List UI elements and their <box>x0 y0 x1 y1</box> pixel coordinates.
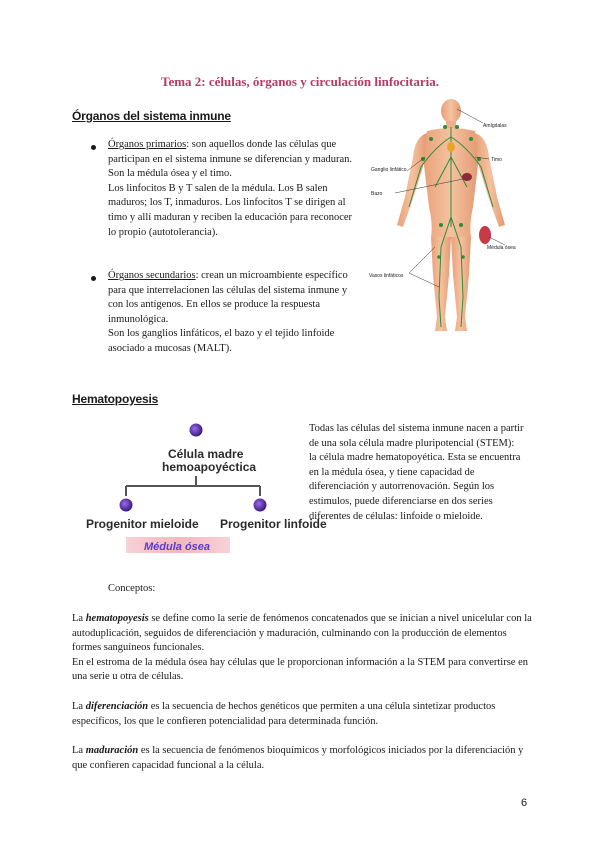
concept-text: se define como la serie de fenómenos concatenados que se inician a nivel unicelular con la autoduplicación, seguidos de diferenciación y maduración, culminando con la producción de elementos formes sanguíneos funcionales. <box>72 613 532 654</box>
concept-text: es la secuencia de hechos genéticos que permiten a una célula sintetizar productos específicos, los que le confieren potencialidad para determinada función. <box>72 701 496 727</box>
concept-lead: La <box>72 701 86 712</box>
secondary-organs-line2: Son los ganglios linfáticos, el bazo y el tejido linfoide asociado a mucosas (MALT). <box>108 328 335 354</box>
concept-text: es la secuencia de fenómenos bioquímicos y morfológicos iniciados por la diferenciación y que confieren capacidad funcional a la célula. <box>72 745 524 771</box>
myeloid-progenitor-icon <box>120 499 133 512</box>
label-bazo: Bazo <box>371 191 383 197</box>
bullet-marker <box>91 145 96 150</box>
stem-label-2: hemoapoyéctica <box>162 460 257 474</box>
term-diferenciacion: diferenciación <box>85 701 149 712</box>
concept-hematopoyesis <box>72 612 532 685</box>
hematopoiesis-diagram <box>80 416 327 556</box>
lymphoid-label: Progenitor linfoide <box>220 517 327 531</box>
secondary-organs-label: Órganos secundarios <box>108 270 196 281</box>
bullet-marker <box>91 276 96 281</box>
stem-cell-icon <box>190 424 203 437</box>
concept-lead: La <box>72 613 86 624</box>
term-maduracion: maduración <box>85 745 139 756</box>
primary-organs-block <box>108 138 356 240</box>
label-vasos: Vasos linfáticos <box>369 273 404 279</box>
term-hematopoyesis: hematopoyesis <box>85 613 149 624</box>
hematopoyesis-heading: Hematopoyesis <box>72 392 159 406</box>
lymphoid-progenitor-icon <box>254 499 267 512</box>
label-medula: Médula ósea <box>487 245 516 251</box>
label-timo: Timo <box>491 157 502 163</box>
stem-label-1: Célula madre <box>168 447 244 461</box>
concepts-heading: Conceptos: <box>108 583 156 594</box>
label-ganglio: Ganglio linfático <box>371 167 407 173</box>
lymphatic-system-figure <box>365 97 515 337</box>
document-title: Tema 2: células, órganos y circulación linfocitaria. <box>160 74 440 89</box>
secondary-organs-text: : crean un microambiente específico para que interrelacionen las células del sistema inmune y con los antígenos. En ellos se produce la respuesta inmunológica. <box>108 270 348 325</box>
label-amigdalas: Amígdalas <box>483 123 507 129</box>
concept-lead: La <box>72 745 86 756</box>
lineage-connectors <box>126 476 260 496</box>
primary-organs-line3: Los linfocitos B y T salen de la médula. Los B salen maduros; los T, inmaduros. Los linfocitos T se dirigen al timo y allí maduran y reciben la educación para reconocer lo propio (autotolerancia). <box>108 182 353 238</box>
primary-organs-text: : son aquellos donde las células que participan en el sistema inmune se diferencian y maduran. <box>108 139 353 165</box>
secondary-organs-block <box>108 269 353 357</box>
concept-line2: En el estroma de la médula ósea hay células que le proporcionan información a la STEM para convertirse en una serie u otra de células. <box>72 656 528 683</box>
primary-organs-line2: Son la médula ósea y el timo. <box>108 168 232 180</box>
hematopoyesis-description: Todas las células del sistema inmune nacen a partir de una sola célula madre pluripotencial (STEM): la célula madre hematopoyética. Esta se encuentra en la médula ósea, y tiene capacidad de diferenciación y autorrenovación. Según los estímulos, puede diferenciarse en dos series diferentes de células: linfoide o mieloide. <box>309 423 524 522</box>
primary-organs-label: Órganos primarios <box>108 139 187 150</box>
page-number: 6 <box>521 797 528 809</box>
marrow-label: Médula ósea <box>144 541 211 553</box>
myeloid-label: Progenitor mieloide <box>86 517 199 531</box>
organs-heading: Órganos del sistema inmune <box>72 109 231 123</box>
concept-maduracion <box>72 744 532 773</box>
concept-diferenciacion <box>72 700 532 729</box>
